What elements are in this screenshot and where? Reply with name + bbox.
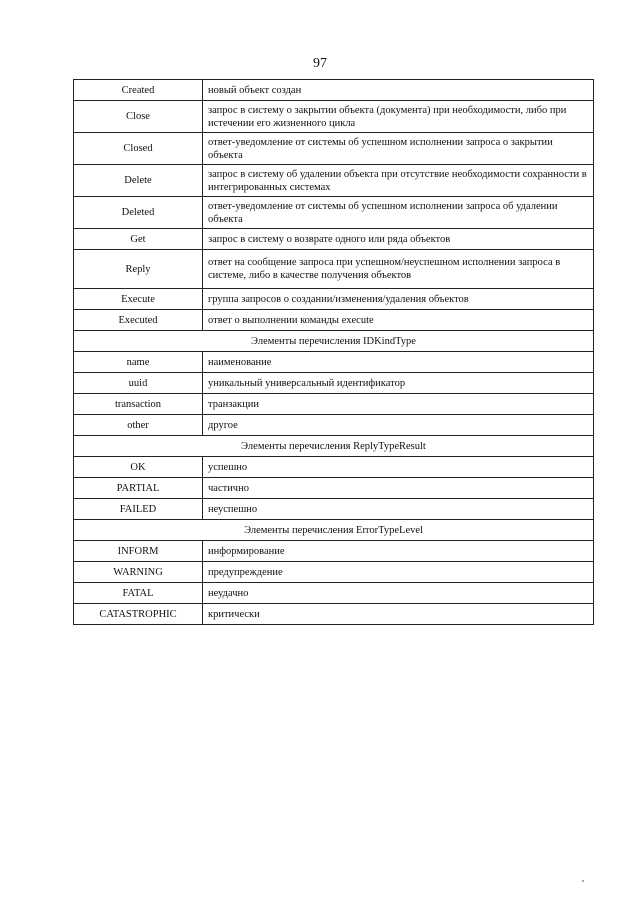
row-value: ответ-уведомление от системы об успешном исполнении запроса о закрытии объекта — [203, 133, 594, 165]
table-row — [74, 310, 594, 331]
row-key: Executed — [74, 310, 203, 331]
table-row — [74, 373, 594, 394]
table-row — [74, 165, 594, 197]
row-key: WARNING — [74, 562, 203, 583]
table-row — [74, 197, 594, 229]
row-key: Deleted — [74, 197, 203, 229]
row-key: Closed — [74, 133, 203, 165]
row-key: Execute — [74, 289, 203, 310]
table-row — [74, 562, 594, 583]
row-value: группа запросов о создании/изменения/удаления объектов — [203, 289, 594, 310]
row-key: PARTIAL — [74, 478, 203, 499]
table-row — [74, 289, 594, 310]
enumeration-table — [73, 79, 594, 625]
row-key: CATASTROPHIC — [74, 604, 203, 625]
row-key: OK — [74, 457, 203, 478]
section-title: Элементы перечисления ReplyTypeResult — [74, 436, 594, 457]
section-header-row — [74, 436, 594, 457]
row-key: Delete — [74, 165, 203, 197]
section-title: Элементы перечисления IDKindType — [74, 331, 594, 352]
page-number: 97 — [313, 56, 327, 71]
table-row — [74, 499, 594, 520]
row-key: Created — [74, 80, 203, 101]
section-header-row — [74, 331, 594, 352]
row-value: новый объект создан — [203, 80, 594, 101]
row-value: транзакции — [203, 394, 594, 415]
row-value: информирование — [203, 541, 594, 562]
row-key: Reply — [74, 250, 203, 289]
table-row — [74, 250, 594, 289]
table-row — [74, 229, 594, 250]
row-key: transaction — [74, 394, 203, 415]
row-value: запрос в систему об удалении объекта при отсутствие необходимости сохранности в интегрированных системах — [203, 165, 594, 197]
table-row — [74, 133, 594, 165]
row-value: запрос в систему о закрытии объекта (документа) при необходимости, либо при истечении его жизненного цикла — [203, 101, 594, 133]
scan-speck — [582, 880, 584, 882]
row-value: запрос в систему о возврате одного или ряда объектов — [203, 229, 594, 250]
row-value: успешно — [203, 457, 594, 478]
table-row — [74, 415, 594, 436]
table-row — [74, 457, 594, 478]
row-key: Close — [74, 101, 203, 133]
table-row — [74, 478, 594, 499]
table-row — [74, 604, 594, 625]
row-key: Get — [74, 229, 203, 250]
table-row — [74, 80, 594, 101]
row-value: уникальный универсальный идентификатор — [203, 373, 594, 394]
row-key: other — [74, 415, 203, 436]
row-key: FAILED — [74, 499, 203, 520]
table-row — [74, 352, 594, 373]
row-value: наименование — [203, 352, 594, 373]
section-header-row — [74, 520, 594, 541]
row-value: ответ-уведомление от системы об успешном исполнении запроса об удалении объекта — [203, 197, 594, 229]
row-value: неудачно — [203, 583, 594, 604]
row-key: name — [74, 352, 203, 373]
row-value: неуспешно — [203, 499, 594, 520]
row-value: ответ на сообщение запроса при успешном/неуспешном исполнении запроса в системе, либо в качестве получения объектов — [203, 250, 594, 289]
row-value: предупреждение — [203, 562, 594, 583]
row-key: INFORM — [74, 541, 203, 562]
table-row — [74, 541, 594, 562]
row-key: uuid — [74, 373, 203, 394]
section-title: Элементы перечисления ErrorTypeLevel — [74, 520, 594, 541]
row-value: другое — [203, 415, 594, 436]
table-row — [74, 394, 594, 415]
table-row — [74, 101, 594, 133]
row-value: частично — [203, 478, 594, 499]
row-value: критически — [203, 604, 594, 625]
row-value: ответ о выполнении команды execute — [203, 310, 594, 331]
table-row — [74, 583, 594, 604]
row-key: FATAL — [74, 583, 203, 604]
